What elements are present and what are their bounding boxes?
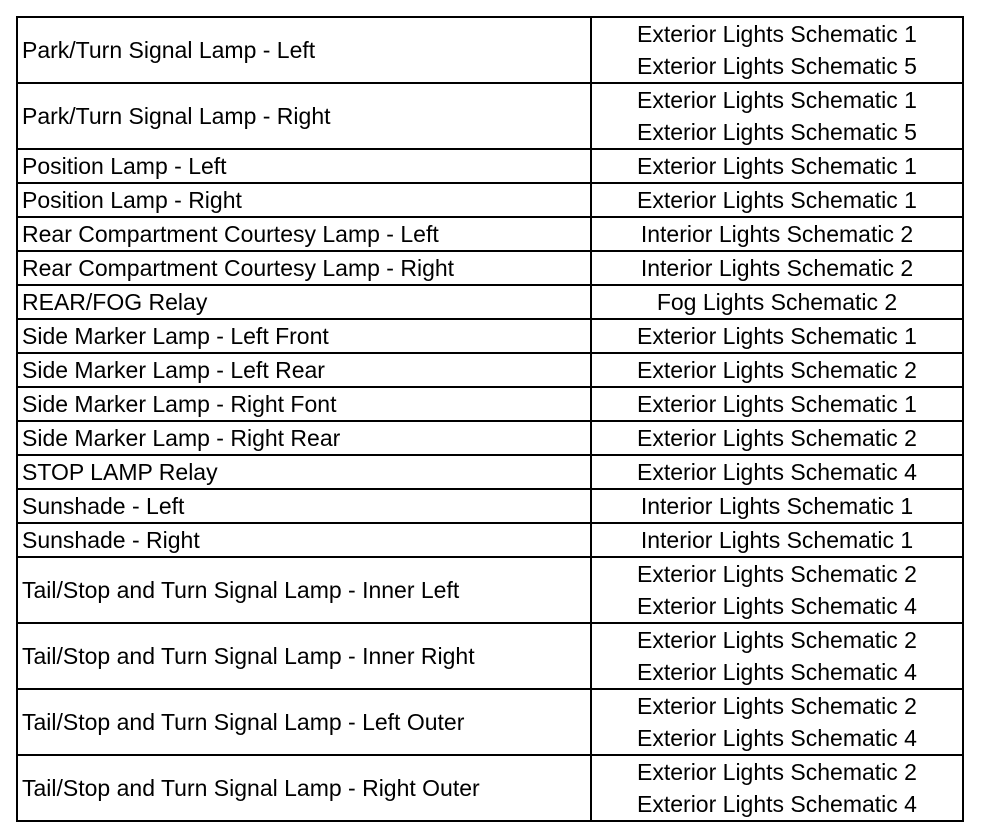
schematic-reference-cell: [591, 523, 963, 557]
component-name-cell: Tail/Stop and Turn Signal Lamp - Left Outer: [17, 689, 591, 755]
component-name-cell: Side Marker Lamp - Right Font: [17, 387, 591, 421]
schematic-reference: Exterior Lights Schematic 4: [637, 725, 917, 751]
component-name-cell: Rear Compartment Courtesy Lamp - Right: [17, 251, 591, 285]
component-name-cell: Tail/Stop and Turn Signal Lamp - Inner Left: [17, 557, 591, 623]
schematic-reference: Exterior Lights Schematic 4: [637, 593, 917, 619]
component-locator-table-container: [16, 16, 958, 822]
component-name-cell: Position Lamp - Right: [17, 183, 591, 217]
schematic-reference-cell: [591, 557, 963, 623]
schematic-reference-cell: [591, 387, 963, 421]
table-row: [17, 217, 963, 251]
schematic-reference: Exterior Lights Schematic 1: [637, 21, 917, 47]
schematic-reference-cell: [591, 183, 963, 217]
component-name-cell: REAR/FOG Relay: [17, 285, 591, 319]
schematic-reference: Exterior Lights Schematic 5: [637, 119, 917, 145]
schematic-reference: Interior Lights Schematic 1: [640, 527, 914, 553]
schematic-reference: Exterior Lights Schematic 2: [637, 627, 917, 653]
schematic-reference: Exterior Lights Schematic 4: [637, 459, 917, 485]
component-name-cell: Sunshade - Left: [17, 489, 591, 523]
component-name-cell: Side Marker Lamp - Right Rear: [17, 421, 591, 455]
component-name-cell: Rear Compartment Courtesy Lamp - Left: [17, 217, 591, 251]
table-row: [17, 421, 963, 455]
schematic-reference-cell: [591, 251, 963, 285]
schematic-reference: Exterior Lights Schematic 1: [637, 87, 917, 113]
table-row: [17, 689, 963, 755]
table-row: [17, 557, 963, 623]
component-schematic-table: [16, 16, 964, 822]
table-row: [17, 149, 963, 183]
schematic-reference: Exterior Lights Schematic 1: [637, 153, 917, 179]
schematic-reference-cell: [591, 353, 963, 387]
schematic-reference-cell: [591, 149, 963, 183]
component-name-cell: Park/Turn Signal Lamp - Left: [17, 17, 591, 83]
table-row: [17, 623, 963, 689]
schematic-reference: Interior Lights Schematic 2: [640, 255, 914, 281]
component-name-cell: Sunshade - Right: [17, 523, 591, 557]
schematic-reference: Interior Lights Schematic 2: [640, 221, 914, 247]
schematic-reference: Exterior Lights Schematic 1: [637, 323, 917, 349]
schematic-reference: Exterior Lights Schematic 1: [637, 391, 917, 417]
schematic-reference: Exterior Lights Schematic 5: [637, 53, 917, 79]
table-row: [17, 251, 963, 285]
table-row: [17, 319, 963, 353]
table-row: [17, 285, 963, 319]
schematic-reference-cell: [591, 623, 963, 689]
table-body: [17, 17, 963, 821]
schematic-reference-cell: [591, 489, 963, 523]
schematic-reference-cell: [591, 217, 963, 251]
component-name-cell: Position Lamp - Left: [17, 149, 591, 183]
schematic-reference: Exterior Lights Schematic 4: [637, 659, 917, 685]
schematic-reference-cell: [591, 319, 963, 353]
schematic-reference: Exterior Lights Schematic 1: [637, 187, 917, 213]
schematic-reference-cell: [591, 285, 963, 319]
table-row: [17, 183, 963, 217]
schematic-reference-cell: [591, 755, 963, 821]
schematic-reference: Exterior Lights Schematic 4: [637, 791, 917, 817]
schematic-reference-cell: [591, 421, 963, 455]
component-name-cell: Tail/Stop and Turn Signal Lamp - Right Outer: [17, 755, 591, 821]
table-row: [17, 455, 963, 489]
schematic-reference: Exterior Lights Schematic 2: [637, 759, 917, 785]
schematic-reference-cell: [591, 455, 963, 489]
table-row: [17, 17, 963, 83]
component-name-cell: Side Marker Lamp - Left Front: [17, 319, 591, 353]
schematic-reference-cell: [591, 83, 963, 149]
table-row: [17, 755, 963, 821]
table-row: [17, 523, 963, 557]
component-name-cell: STOP LAMP Relay: [17, 455, 591, 489]
component-name-cell: Tail/Stop and Turn Signal Lamp - Inner Right: [17, 623, 591, 689]
table-row: [17, 489, 963, 523]
schematic-reference: Exterior Lights Schematic 2: [637, 425, 917, 451]
component-name-cell: Side Marker Lamp - Left Rear: [17, 353, 591, 387]
schematic-reference: Exterior Lights Schematic 2: [637, 357, 917, 383]
schematic-reference-cell: [591, 689, 963, 755]
table-row: [17, 83, 963, 149]
schematic-reference: Exterior Lights Schematic 2: [637, 561, 917, 587]
schematic-reference: Interior Lights Schematic 1: [640, 493, 914, 519]
schematic-reference-cell: [591, 17, 963, 83]
schematic-reference: Fog Lights Schematic 2: [656, 289, 898, 315]
component-name-cell: Park/Turn Signal Lamp - Right: [17, 83, 591, 149]
table-row: [17, 353, 963, 387]
table-row: [17, 387, 963, 421]
schematic-reference: Exterior Lights Schematic 2: [637, 693, 917, 719]
